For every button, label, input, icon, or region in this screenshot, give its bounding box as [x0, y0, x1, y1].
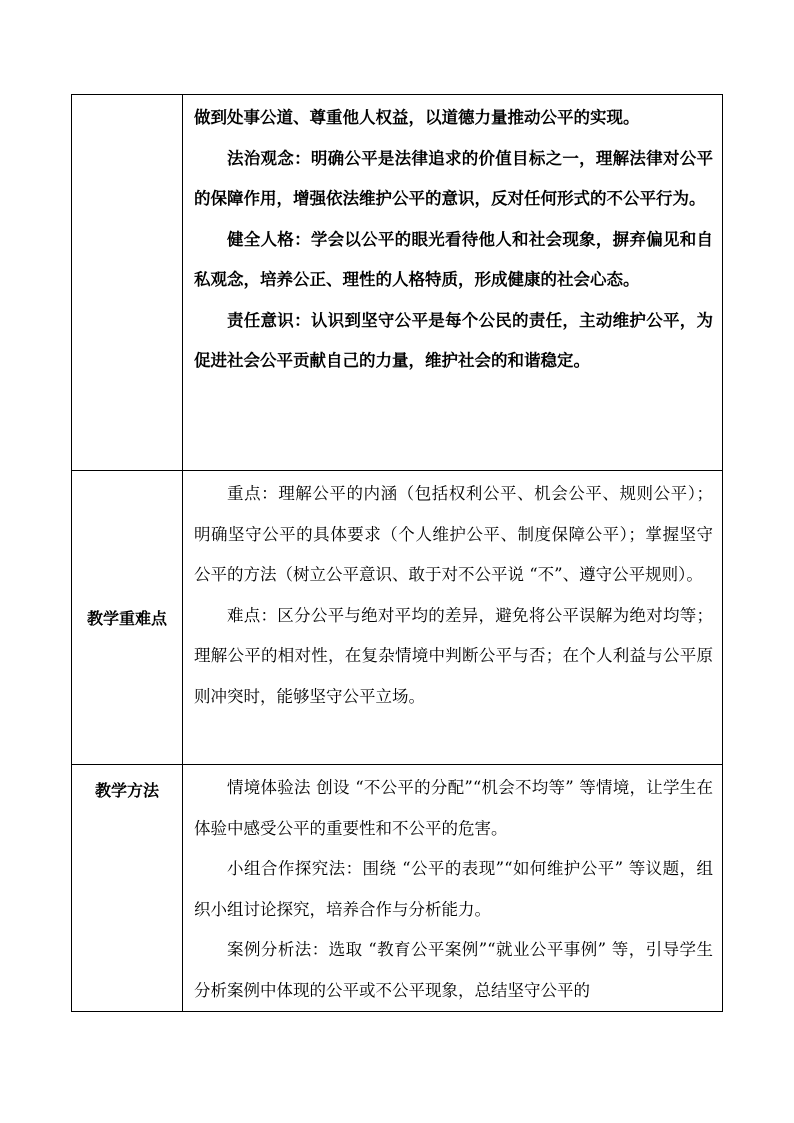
- paragraph-responsibility: 责任意识：认识到坚守公平是每个公民的责任，主动维护公平，为促进社会公平贡献自己的力量，维护社会的和谐稳定。: [194, 310, 713, 370]
- row-content-literacy-goals: [183, 95, 723, 471]
- paragraph-key-point: 重点：理解公平的内涵（包括权利公平、机会公平、规则公平）；明确坚守公平的具体要求（个人维护公平、制度保障公平）；掌握坚守公平的方法（树立公平意识、敢于对不公平说 “不”、遵守公平规则）。: [194, 484, 713, 584]
- paragraph-case-method: 案例分析法：选取 “教育公平案例”“就业公平事例” 等，引导学生分析案例中体现的公平或不公平现象，总结坚守公平的: [194, 940, 713, 1000]
- paragraph-moral: 做到处事公道、尊重他人权益，以道德力量推动公平的实现。: [194, 108, 640, 127]
- paragraph-difficult-point: 难点：区分公平与绝对平均的差异，避免将公平误解为绝对均等；理解公平的相对性，在复杂情境中判断公平与否；在个人利益与公平原则冲突时，能够坚守公平立场。: [194, 605, 713, 706]
- row-label-key-points: 教学重难点: [72, 471, 183, 765]
- table-row-literacy-goals: [72, 95, 723, 471]
- paragraph-sound-personality: 健全人格：学会以公平的眼光看待他人和社会现象，摒弃偏见和自私观念，培养公正、理性的人格特质，形成健康的社会心态。: [194, 229, 713, 289]
- table-row-key-points: [72, 471, 723, 765]
- lesson-plan-table: [71, 94, 723, 1012]
- paragraph-group-method: 小组合作探究法：围绕 “公平的表现”“如何维护公平” 等议题，组织小组讨论探究，培养合作与分析能力。: [194, 859, 713, 919]
- row-label-methods: 教学方法: [72, 765, 183, 1012]
- row-content-key-points: [183, 471, 723, 765]
- paragraph-rule-of-law: 法治观念：明确公平是法律追求的价值目标之一，理解法律对公平的保障作用，增强依法维护公平的意识，反对任何形式的不公平行为。: [194, 148, 713, 208]
- table-row-methods: [72, 765, 723, 1012]
- paragraph-situation-method: 情境体验法 创设 “不公平的分配”“机会不均等” 等情境，让学生在体验中感受公平的重要性和不公平的危害。: [194, 778, 713, 838]
- row-content-methods: [183, 765, 723, 1012]
- row-label-empty: [72, 95, 183, 471]
